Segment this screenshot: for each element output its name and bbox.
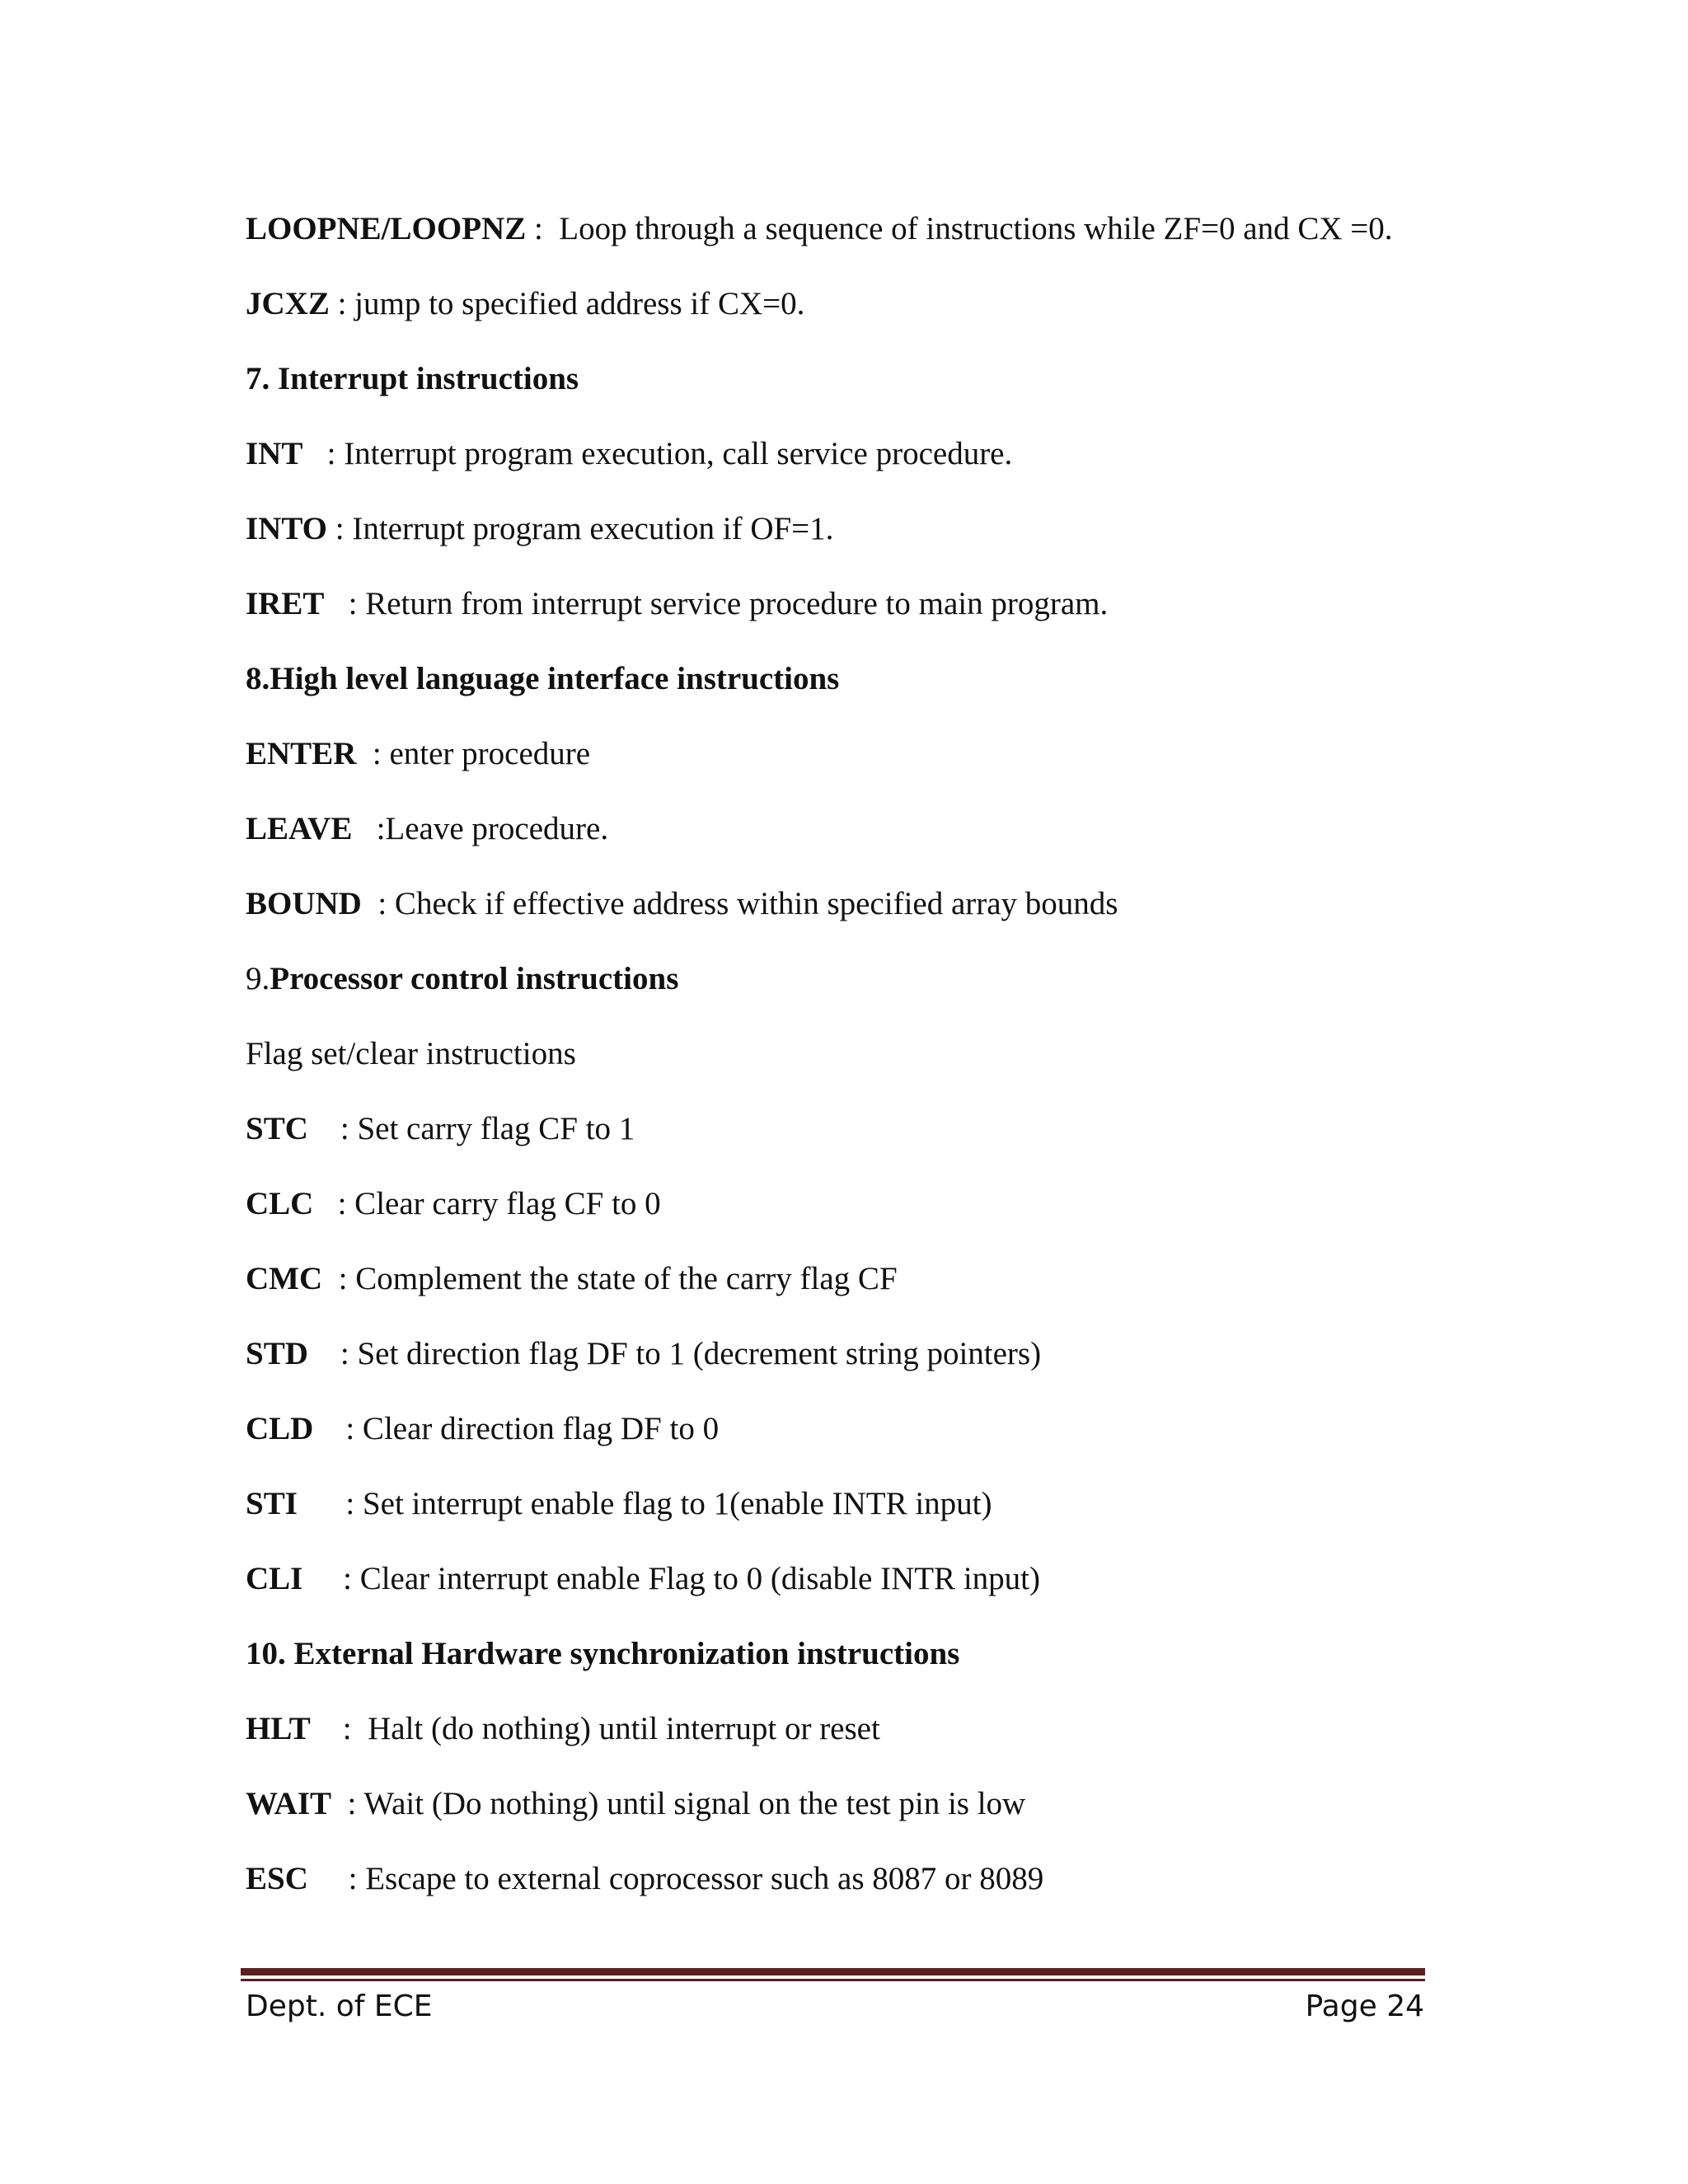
instruction-term: JCXZ	[246, 286, 330, 321]
instruction-line-sti	[246, 1485, 992, 1523]
footer-divider-thin	[241, 1979, 1425, 1981]
instruction-term: STI	[246, 1486, 298, 1521]
footer-page-number: Page 24	[1305, 1990, 1424, 2023]
instruction-line-clc	[246, 1185, 661, 1223]
instruction-description: : Clear interrupt enable Flag to 0 (disable INTR input)	[302, 1561, 1040, 1596]
instruction-term: LEAVE	[246, 811, 353, 846]
instruction-term: CLC	[246, 1186, 314, 1221]
section-heading-text: Processor control instructions	[270, 961, 679, 996]
instruction-description: : Set carry flag CF to 1	[307, 1111, 635, 1146]
instruction-line-std	[246, 1335, 1041, 1373]
instruction-description: :Leave procedure.	[352, 811, 609, 846]
instruction-term: HLT	[246, 1711, 311, 1746]
instruction-description: : jump to specified address if CX=0.	[329, 286, 805, 321]
section-heading-interrupt	[246, 360, 579, 398]
instruction-term: INT	[246, 436, 303, 471]
instruction-term: LOOPNE/LOOPNZ	[246, 211, 527, 246]
instruction-line-stc	[246, 1110, 635, 1148]
instruction-description: : Return from interrupt service procedure to main program.	[324, 586, 1109, 621]
instruction-description: : Wait (Do nothing) until signal on the test pin is low	[331, 1786, 1026, 1821]
instruction-line-jcxz	[246, 285, 804, 323]
instruction-description: : enter procedure	[356, 736, 591, 771]
instruction-line-cld	[246, 1410, 719, 1448]
section-heading-external-hardware	[246, 1635, 959, 1673]
instruction-line-enter	[246, 735, 590, 773]
footer-department: Dept. of ECE	[246, 1990, 433, 2023]
instruction-term: WAIT	[246, 1786, 332, 1821]
instruction-line-cmc	[246, 1260, 898, 1298]
instruction-line-leave	[246, 810, 608, 848]
instruction-description: : Set interrupt enable flag to 1(enable INTR input)	[297, 1486, 992, 1521]
instruction-line-hlt	[246, 1710, 880, 1748]
instruction-line-into	[246, 510, 833, 548]
instruction-term: INTO	[246, 511, 327, 546]
instruction-line-esc	[246, 1860, 1043, 1898]
instruction-description: : Set direction flag DF to 1 (decrement string pointers)	[307, 1336, 1042, 1371]
instruction-term: STD	[246, 1336, 308, 1371]
instruction-term: STC	[246, 1111, 308, 1146]
instruction-term: ENTER	[246, 736, 357, 771]
section-heading-text: 8.High level language interface instructions	[246, 661, 840, 696]
section-heading-high-level	[246, 660, 839, 698]
subheading-flag-set-clear	[246, 1035, 576, 1073]
instruction-description: : Loop through a sequence of instructions while ZF=0 and CX =0.	[526, 211, 1393, 246]
instruction-term: CMC	[246, 1261, 323, 1296]
instruction-line-wait	[246, 1785, 1025, 1823]
instruction-line-int	[246, 435, 1012, 473]
instruction-description: : Escape to external coprocessor such as 8087 or 8089	[307, 1861, 1044, 1896]
instruction-term: ESC	[246, 1861, 308, 1896]
instruction-term: CLI	[246, 1561, 303, 1596]
instruction-description: : Interrupt program execution, call service procedure.	[302, 436, 1013, 471]
instruction-term: IRET	[246, 586, 325, 621]
section-number: 9.	[246, 961, 270, 996]
instruction-line-bound	[246, 885, 1118, 923]
instruction-line-cli	[246, 1560, 1040, 1598]
section-heading-processor-control	[246, 960, 678, 998]
instruction-description: : Complement the state of the carry flag CF	[322, 1261, 898, 1296]
subheading-text: Flag set/clear instructions	[246, 1036, 576, 1071]
instruction-description: : Interrupt program execution if OF=1.	[327, 511, 834, 546]
instruction-description: : Clear direction flag DF to 0	[313, 1411, 720, 1446]
instruction-description: : Clear carry flag CF to 0	[313, 1186, 661, 1221]
instruction-line-loopne	[246, 210, 1393, 248]
instruction-term: BOUND	[246, 886, 362, 921]
section-heading-text: 7. Interrupt instructions	[246, 361, 579, 396]
instruction-description: : Check if effective address within specified array bounds	[361, 886, 1118, 921]
instruction-description: : Halt (do nothing) until interrupt or reset	[310, 1711, 880, 1746]
instruction-term: CLD	[246, 1411, 314, 1446]
section-heading-text: 10. External Hardware synchronization instructions	[246, 1636, 960, 1671]
footer-divider-thick	[241, 1968, 1425, 1975]
instruction-line-iret	[246, 585, 1108, 623]
